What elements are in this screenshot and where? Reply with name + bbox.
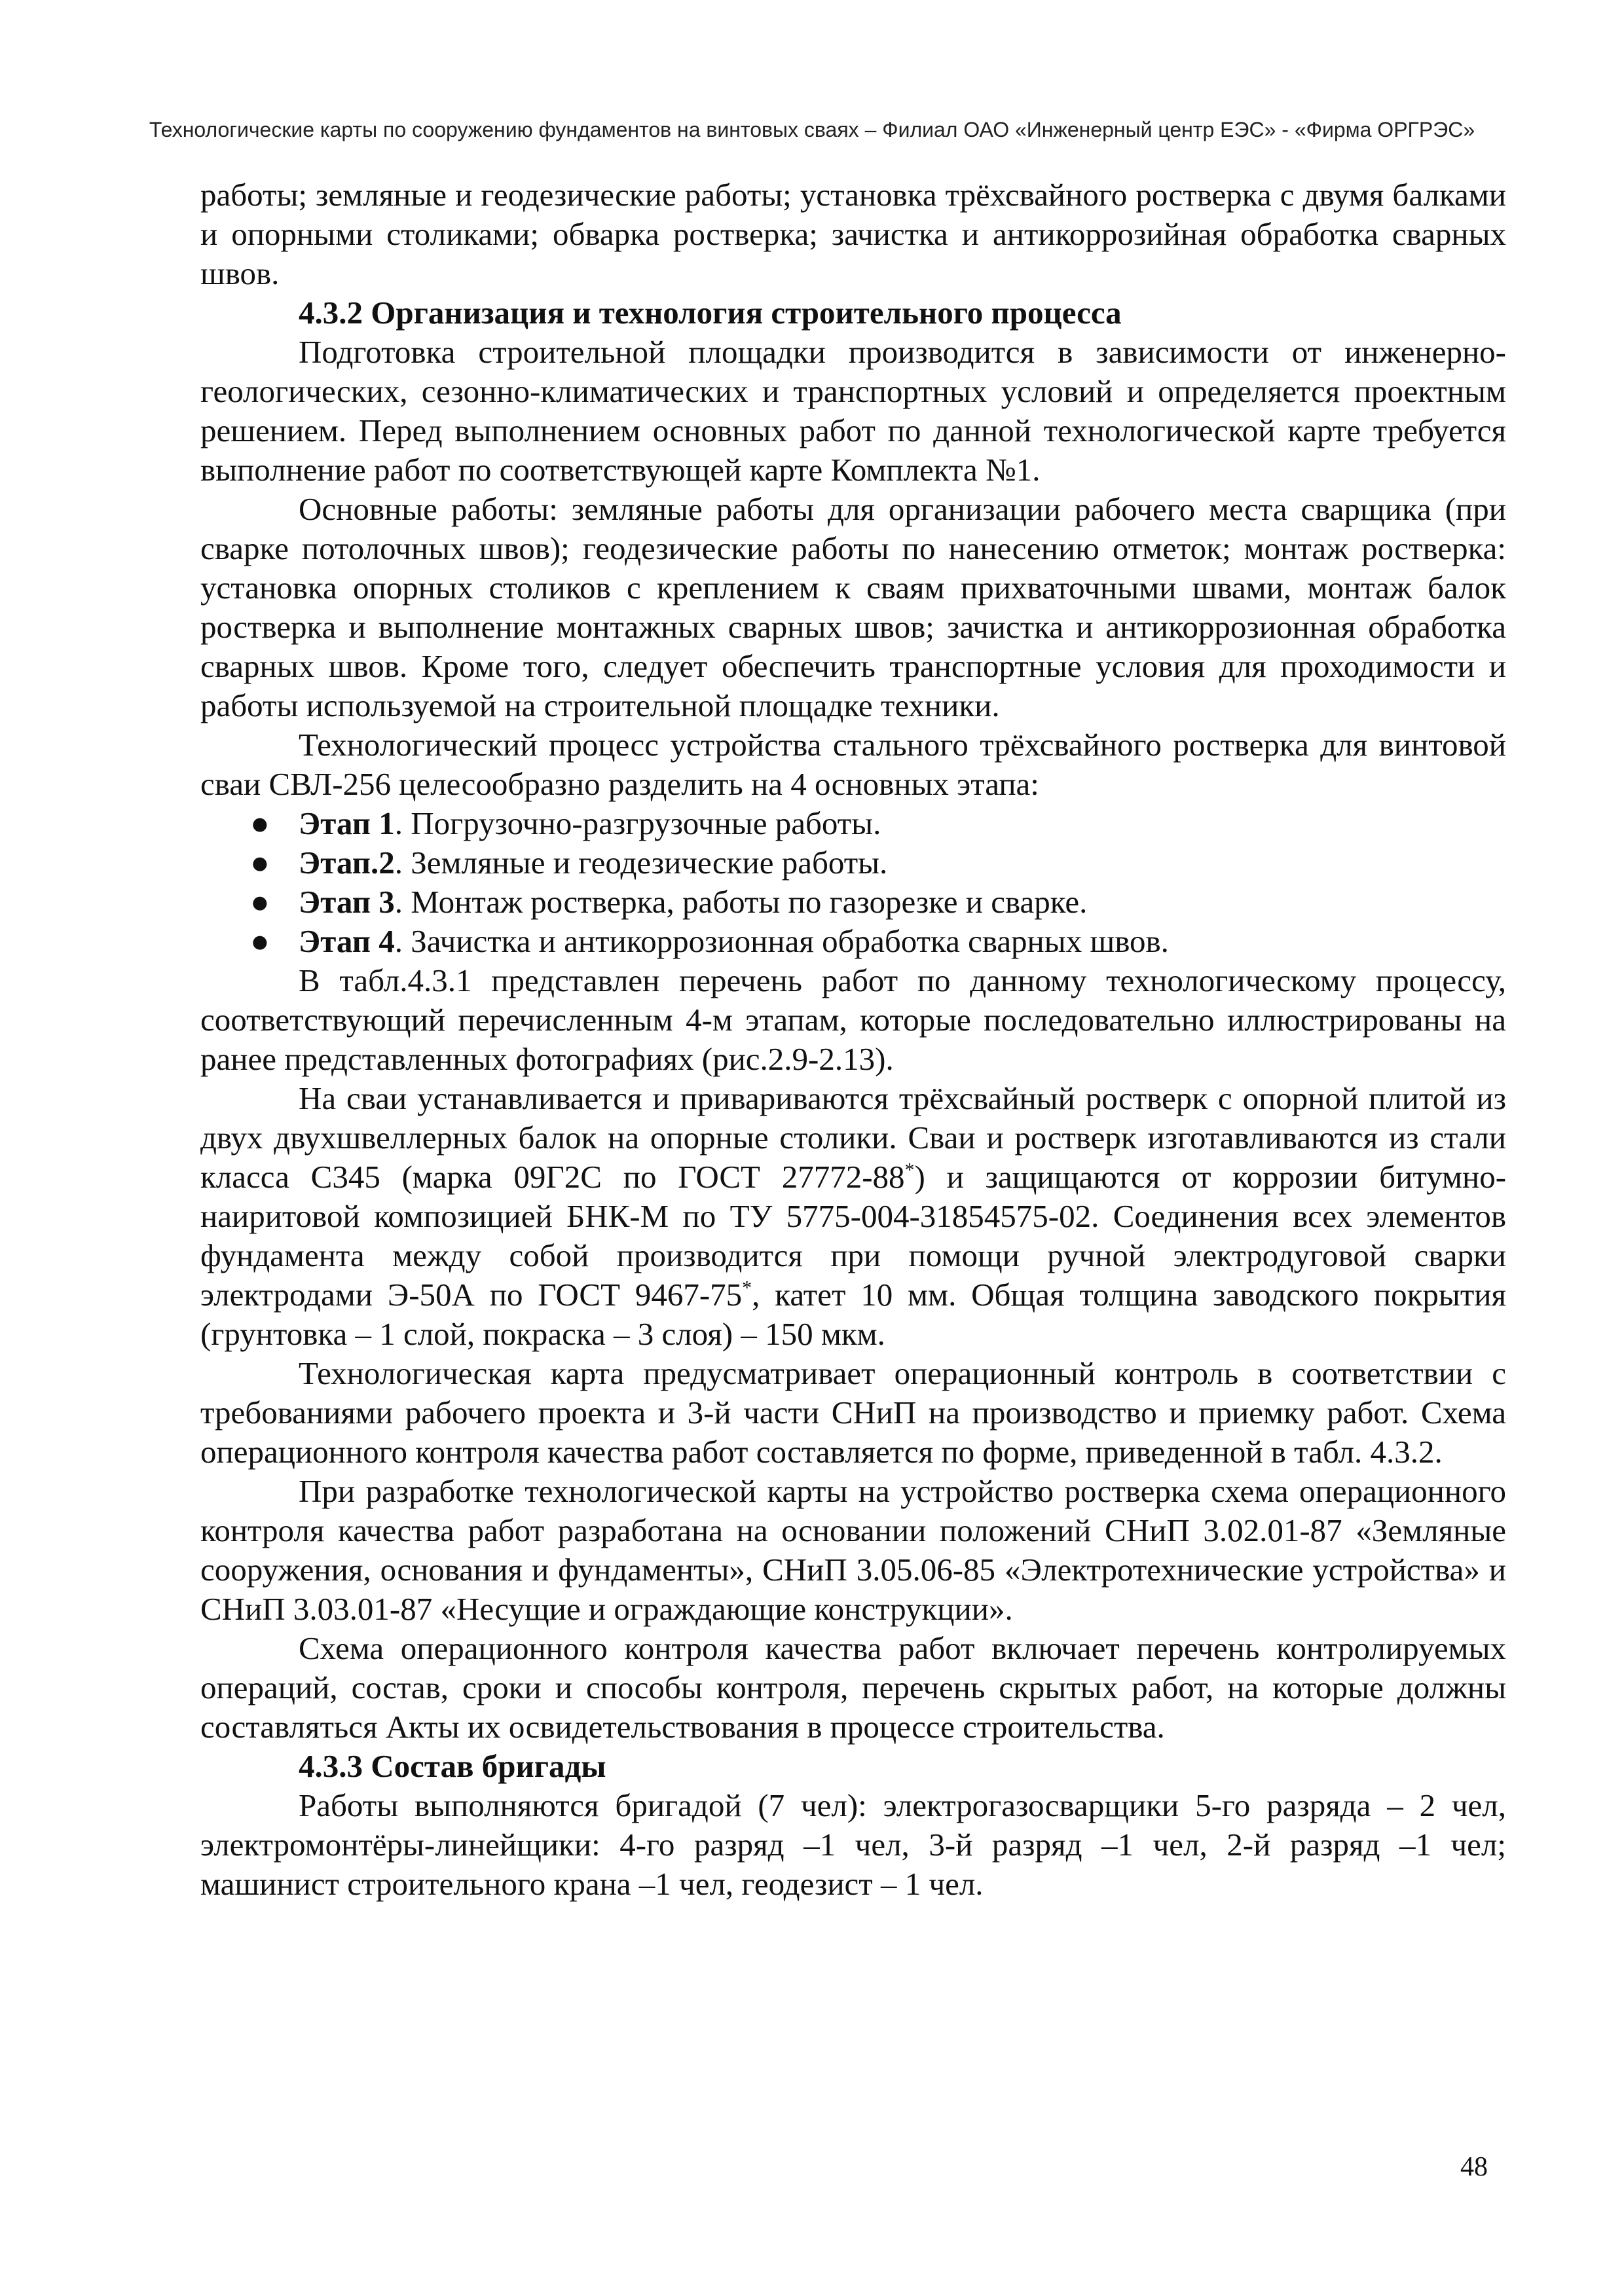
bullet-icon: ● xyxy=(250,923,270,959)
bullet-icon: ● xyxy=(250,845,270,881)
paragraph-table-reference: В табл.4.3.1 представлен перечень работ по данному технологическому процессу, соответствующий перечисленным 4-м этапам, которые последовательно иллюстрированы на ранее представленных фотографиях (рис.2.9-2.13). xyxy=(200,962,1506,1077)
list-item xyxy=(200,922,1506,961)
list-item xyxy=(200,804,1506,843)
bullet-icon: ● xyxy=(250,884,270,920)
paragraph-site-preparation: Подготовка строительной площадки производится в зависимости от инженерно-геологических, сезонно-климатических и транспортных условий и определяется проектным решением. Перед выполнением основных работ по данной технологической карте требуется выполнение работ по соответствующей карте Комплекта №1. xyxy=(200,334,1506,488)
paragraph-team-composition: Работы выполняются бригадой (7 чел): электрогазосварщики 5-го разряда – 2 чел, электромонтёры-линейщики: 4-го разряд –1 чел, 3-й разряд –1 чел, 2-й разряд –1 чел; машинист строительного крана –1 чел, геодезист – 1 чел. xyxy=(200,1787,1506,1902)
list-item xyxy=(200,843,1506,883)
list-item xyxy=(200,883,1506,922)
paragraph-control-scheme-contents: Схема операционного контроля качества работ включает перечень контролируемых операций, состав, сроки и способы контроля, перечень скрытых работ, на которые должны составляться Акты их освидетельствования в процессе строительства. xyxy=(200,1630,1506,1745)
document-body xyxy=(200,175,1506,1904)
paragraph-process-stages-intro: Технологический процесс устройства стального трёхсвайного ростверка для винтовой сваи СВЛ-256 целесообразно разделить на 4 основных этапа: xyxy=(200,727,1506,802)
section-title-4-3-2: 4.3.2 Организация и технология строительного процесса xyxy=(299,295,1122,331)
stage-text: . Зачистка и антикоррозионная обработка сварных швов. xyxy=(394,923,1169,959)
page-number: 48 xyxy=(1460,2152,1488,2182)
paragraph-materials: На сваи устанавливается и привариваются трёхсвайный ростверк с опорной плитой из двух двухшвеллерных балок на опорные столики. Сваи и ростверк изготавливаются из стали класса С345 (марка 09Г2С по ГОСТ 27772-88*) и защищаются от коррозии битумно-наиритовой композицией БНК-М по ТУ 5775-004-31854575-02. Соединения всех элементов фундамента между собой производится при помощи ручной электродуговой сварки электродами Э-50А по ГОСТ 9467-75*, катет 10 мм. Общая толщина заводского покрытия (грунтовка – 1 слой, покраска – 3 слоя) – 150 мкм. xyxy=(200,1080,1507,1352)
running-header: Технологические карты по сооружению фундаментов на винтовых сваях – Филиал ОАО «Инженерный центр ЕЭС» - «Фирма ОРГРЭС» xyxy=(149,118,1475,141)
paragraph-operational-control: Технологическая карта предусматривает операционный контроль в соответствии с требованиями рабочего проекта и 3-й части СНиП на производство и приемку работ. Схема операционного контроля качества работ составляется по форме, приведенной в табл. 4.3.2. xyxy=(200,1355,1506,1470)
stage-label: Этап 4 xyxy=(299,923,395,959)
section-title-4-3-3: 4.3.3 Состав бригады xyxy=(299,1748,606,1784)
stage-text: . Земляные и геодезические работы. xyxy=(394,845,888,881)
stages-list xyxy=(200,804,1506,961)
stage-label: Этап 1 xyxy=(299,805,395,841)
bullet-icon: ● xyxy=(250,805,270,841)
stage-text: . Монтаж ростверка, работы по газорезке и сварке. xyxy=(394,884,1088,920)
stage-text: . Погрузочно-разгрузочные работы. xyxy=(394,805,881,841)
stage-label: Этап 3 xyxy=(299,884,395,920)
paragraph-main-works: Основные работы: земляные работы для организации рабочего места сварщика (при сварке потолочных швов); геодезические работы по нанесению отметок; монтаж ростверка: установка опорных столиков с креплением к сваям прихваточными швами, монтаж балок ростверка и выполнение монтажных сварных швов; зачистка и антикоррозионная обработка сварных швов. Кроме того, следует обеспечить транспортные условия для проходимости и работы используемой на строительной площадке техники. xyxy=(200,491,1506,723)
paragraph-control-scheme-basis: При разработке технологической карты на устройство ростверка схема операционного контроля качества работ разработана на основании положений СНиП 3.02.01-87 «Земляные сооружения, основания и фундаменты», СНиП 3.05.06-85 «Электротехнические устройства» и СНиП 3.03.01-87 «Несущие и ограждающие конструкции». xyxy=(200,1473,1506,1627)
stage-label: Этап.2 xyxy=(299,845,395,881)
intro-paragraph: работы; земляные и геодезические работы; установка трёхсвайного ростверка с двумя балками и опорными столиками; обварка ростверка; зачистка и антикоррозийная обработка сварных швов. xyxy=(200,177,1506,291)
